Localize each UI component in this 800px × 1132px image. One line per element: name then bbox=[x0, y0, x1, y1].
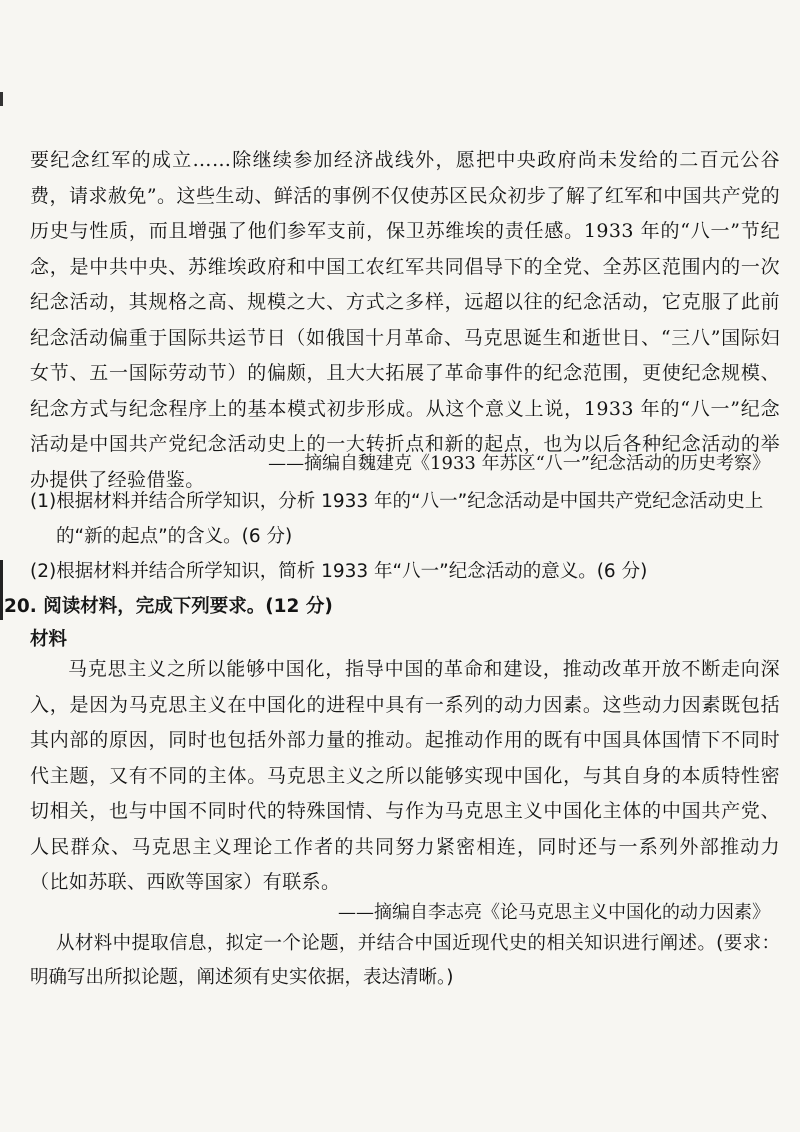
material-19-paragraph: 要纪念红军的成立……除继续参加经济战线外，愿把中央政府尚未发给的二百元公谷费，请求赦免”。这些生动、鲜活的事例不仅使苏区民众初步了解了红军和中国共产党的历史与性质，而且增强了他们参军支前，保卫苏维埃的责任感。1933 年的“八一”节纪念，是中共中央、苏维埃政府和中国工农红军共同倡导下的全党、全苏区范围内的一次纪念活动，其规格之高、规模之大、方式之多样，远超以往的纪念活动，它克服了此前纪念活动偏重于国际共运节日（如俄国十月革命、马克思诞生和逝世日、“三八”国际妇女节、五一国际劳动节）的偏颇，且大大拓展了革命事件的纪念范围，更使纪念规模、纪念方式与纪念程序上的基本模式初步形成。从这个意义上说，1933 年的“八一”纪念活动是中国共产党纪念活动史上的一大转折点和新的起点，也为以后各种纪念活动的举办提供了经验借鉴。 bbox=[30, 149, 780, 491]
source-citation-20: ——摘编自李志亮《论马克思主义中国化的动力因素》 bbox=[338, 902, 770, 923]
question-20-header: 20. 阅读材料，完成下列要求。(12 分) bbox=[4, 596, 333, 617]
question-19-1-line1: (1)根据材料并结合所学知识，分析 1933 年的“八一”纪念活动是中国共产党纪念活动史上 bbox=[30, 491, 764, 512]
question-19-2: (2)根据材料并结合所学知识，简析 1933 年“八一”纪念活动的意义。(6 分) bbox=[30, 561, 648, 582]
question-19-1-line2: 的“新的起点”的含义。(6 分) bbox=[56, 526, 293, 547]
margin-mark bbox=[0, 92, 3, 106]
question-20-task: 从材料中提取信息，拟定一个论题，并结合中国近现代史的相关知识进行阐述。(要求：明确写出所拟论题，阐述须有史实依据，表达清晰。) bbox=[30, 933, 780, 988]
margin-bar bbox=[0, 560, 3, 620]
material-label: 材料 bbox=[30, 629, 68, 650]
material-20-paragraph: 马克思主义之所以能够中国化，指导中国的革命和建设，推动改革开放不断走向深入，是因为马克思主义在中国化的进程中具有一系列的动力因素。这些动力因素既包括其内部的原因，同时也包括外部力量的推动。起推动作用的既有中国具体国情下不同时代主题，又有不同的主体。马克思主义之所以能够实现中国化，与其自身的本质特性密切相关，也与中国不同时代的特殊国情、与作为马克思主义中国化主体的中国共产党、人民群众、马克思主义理论工作者的共同努力紧密相连，同时还与一系列外部推动力（比如苏联、西欧等国家）有联系。 bbox=[30, 658, 780, 893]
source-citation-19: ——摘编自魏建克《1933 年苏区“八一”纪念活动的历史考察》 bbox=[268, 453, 770, 474]
question-19-1 bbox=[30, 484, 790, 554]
